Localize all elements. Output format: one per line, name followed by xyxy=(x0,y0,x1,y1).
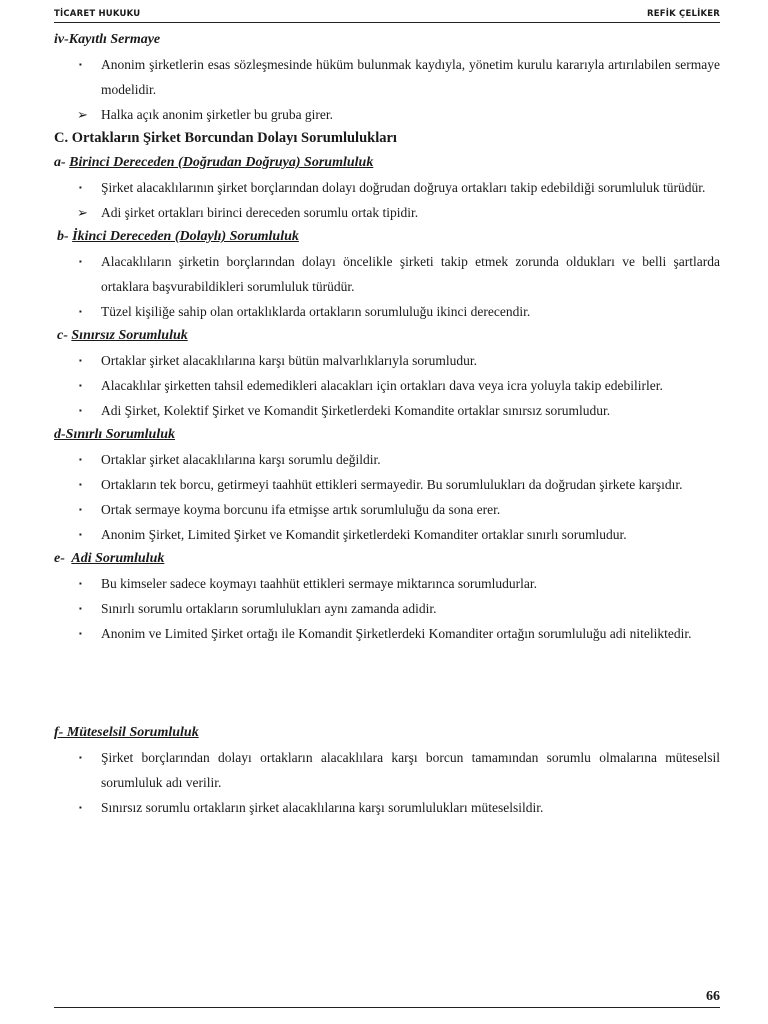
list-item: ▪ Ortakların tek borcu, getirmeyi taahhüt ettikleri sermayedir. Bu sorumlulukları da doğrudan şirkete karşıdır. xyxy=(54,472,720,497)
square-bullet-icon: ▪ xyxy=(79,406,82,415)
list-item: ▪ Anonim ve Limited Şirket ortağı ile Komandit Şirketlerdeki Komanditer ortağın sorumluluğu adi niteliktedir. xyxy=(54,621,720,646)
list-item: ▪ Alacaklıların şirketin borçlarından dolayı öncelikle şirketi takip etmek zorunda oldukları ve belli şartlarda ortaklara başvurabildikleri sorumluluk türüdür. xyxy=(54,249,720,299)
square-bullet-icon: ▪ xyxy=(79,257,82,266)
heading-e: e- Adi Sorumluluk xyxy=(54,551,165,566)
square-bullet-icon: ▪ xyxy=(79,60,82,69)
list-item: ▪ Sınırlı sorumlu ortakların sorumlulukları aynı zamanda adidir. xyxy=(54,596,720,621)
square-bullet-icon: ▪ xyxy=(79,753,82,762)
heading-b: b- İkinci Dereceden (Dolaylı) Sorumluluk xyxy=(57,229,299,244)
heading-c: c- Sınırsız Sorumluluk xyxy=(57,328,188,343)
arrow-bullet-icon: ➢ xyxy=(77,205,88,220)
running-header xyxy=(54,9,720,23)
list-item: ▪ Anonim şirketlerin esas sözleşmesinde hüküm bulunmak kaydıyla, yönetim kurulu kararıyla artırılabilen sermaye modelidir. xyxy=(54,52,720,102)
heading-iv: iv-Kayıtlı Sermaye xyxy=(54,32,161,47)
heading-d: d-Sınırlı Sorumluluk xyxy=(54,427,176,442)
section-heading-c: C. Ortakların Şirket Borcundan Dolayı Sorumlulukları xyxy=(54,130,397,146)
square-bullet-icon: ▪ xyxy=(79,307,82,316)
page-footer xyxy=(54,988,720,1008)
list-item: ▪ Ortaklar şirket alacaklılarına karşı bütün malvarlıklarıyla sorumludur. xyxy=(54,348,720,373)
square-bullet-icon: ▪ xyxy=(79,455,82,464)
blank-gap xyxy=(54,646,720,721)
square-bullet-icon: ▪ xyxy=(79,183,82,192)
list-item: ▪ Anonim Şirket, Limited Şirket ve Komandit şirketlerdeki Komanditer ortaklar sınırlı sorumludur. xyxy=(54,522,720,547)
square-bullet-icon: ▪ xyxy=(79,381,82,390)
list-item: ➢ Adi şirket ortakları birinci dereceden sorumlu ortak tipidir. xyxy=(54,200,720,225)
list-item: ▪ Alacaklılar şirketten tahsil edemedikleri alacakları için ortakları dava veya icra yoluyla takip edebilirler. xyxy=(54,373,720,398)
header-author: REFİK ÇELİKER xyxy=(646,9,720,19)
square-bullet-icon: ▪ xyxy=(79,803,82,812)
list-item: ▪ Tüzel kişiliğe sahip olan ortaklıklarda ortakların sorumluluğu ikinci derecendir. xyxy=(54,299,720,324)
list-item: ▪ Ortaklar şirket alacaklılarına karşı sorumlu değildir. xyxy=(54,447,720,472)
page-number: 66 xyxy=(706,989,720,1004)
square-bullet-icon: ▪ xyxy=(79,480,82,489)
heading-a: a- Birinci Dereceden (Doğrudan Doğruya) Sorumluluk xyxy=(54,155,374,170)
list-item: ▪ Şirket alacaklılarının şirket borçlarından dolayı doğrudan doğruya ortakları takip edebildiği sorumluluk türüdür. xyxy=(54,175,720,200)
list-item: ➢ Halka açık anonim şirketler bu gruba girer. xyxy=(54,102,720,127)
square-bullet-icon: ▪ xyxy=(79,604,82,613)
list-item: ▪ Adi Şirket, Kolektif Şirket ve Komandit Şirketlerdeki Komandite ortaklar sınırsız sorumludur. xyxy=(54,398,720,423)
square-bullet-icon: ▪ xyxy=(79,629,82,638)
square-bullet-icon: ▪ xyxy=(79,505,82,514)
header-course-title: TİCARET HUKUKU xyxy=(54,9,141,19)
square-bullet-icon: ▪ xyxy=(79,530,82,539)
list-item: ▪ Şirket borçlarından dolayı ortakların alacaklılara karşı borcun tamamından sorumlu olmalarına müteselsil sorumluluk adı verilir. xyxy=(54,745,720,795)
square-bullet-icon: ▪ xyxy=(79,356,82,365)
heading-f: f- Müteselsil Sorumluluk xyxy=(54,725,199,740)
list-item: ▪ Ortak sermaye koyma borcunu ifa etmişse artık sorumluluğu da sona erer. xyxy=(54,497,720,522)
list-item: ▪ Bu kimseler sadece koymayı taahhüt ettikleri sermaye miktarınca sorumludurlar. xyxy=(54,571,720,596)
list-item: ▪ Sınırsız sorumlu ortakların şirket alacaklılarına karşı sorumlulukları müteselsildir. xyxy=(54,795,720,820)
square-bullet-icon: ▪ xyxy=(79,579,82,588)
page-body xyxy=(54,28,720,820)
arrow-bullet-icon: ➢ xyxy=(77,107,88,122)
